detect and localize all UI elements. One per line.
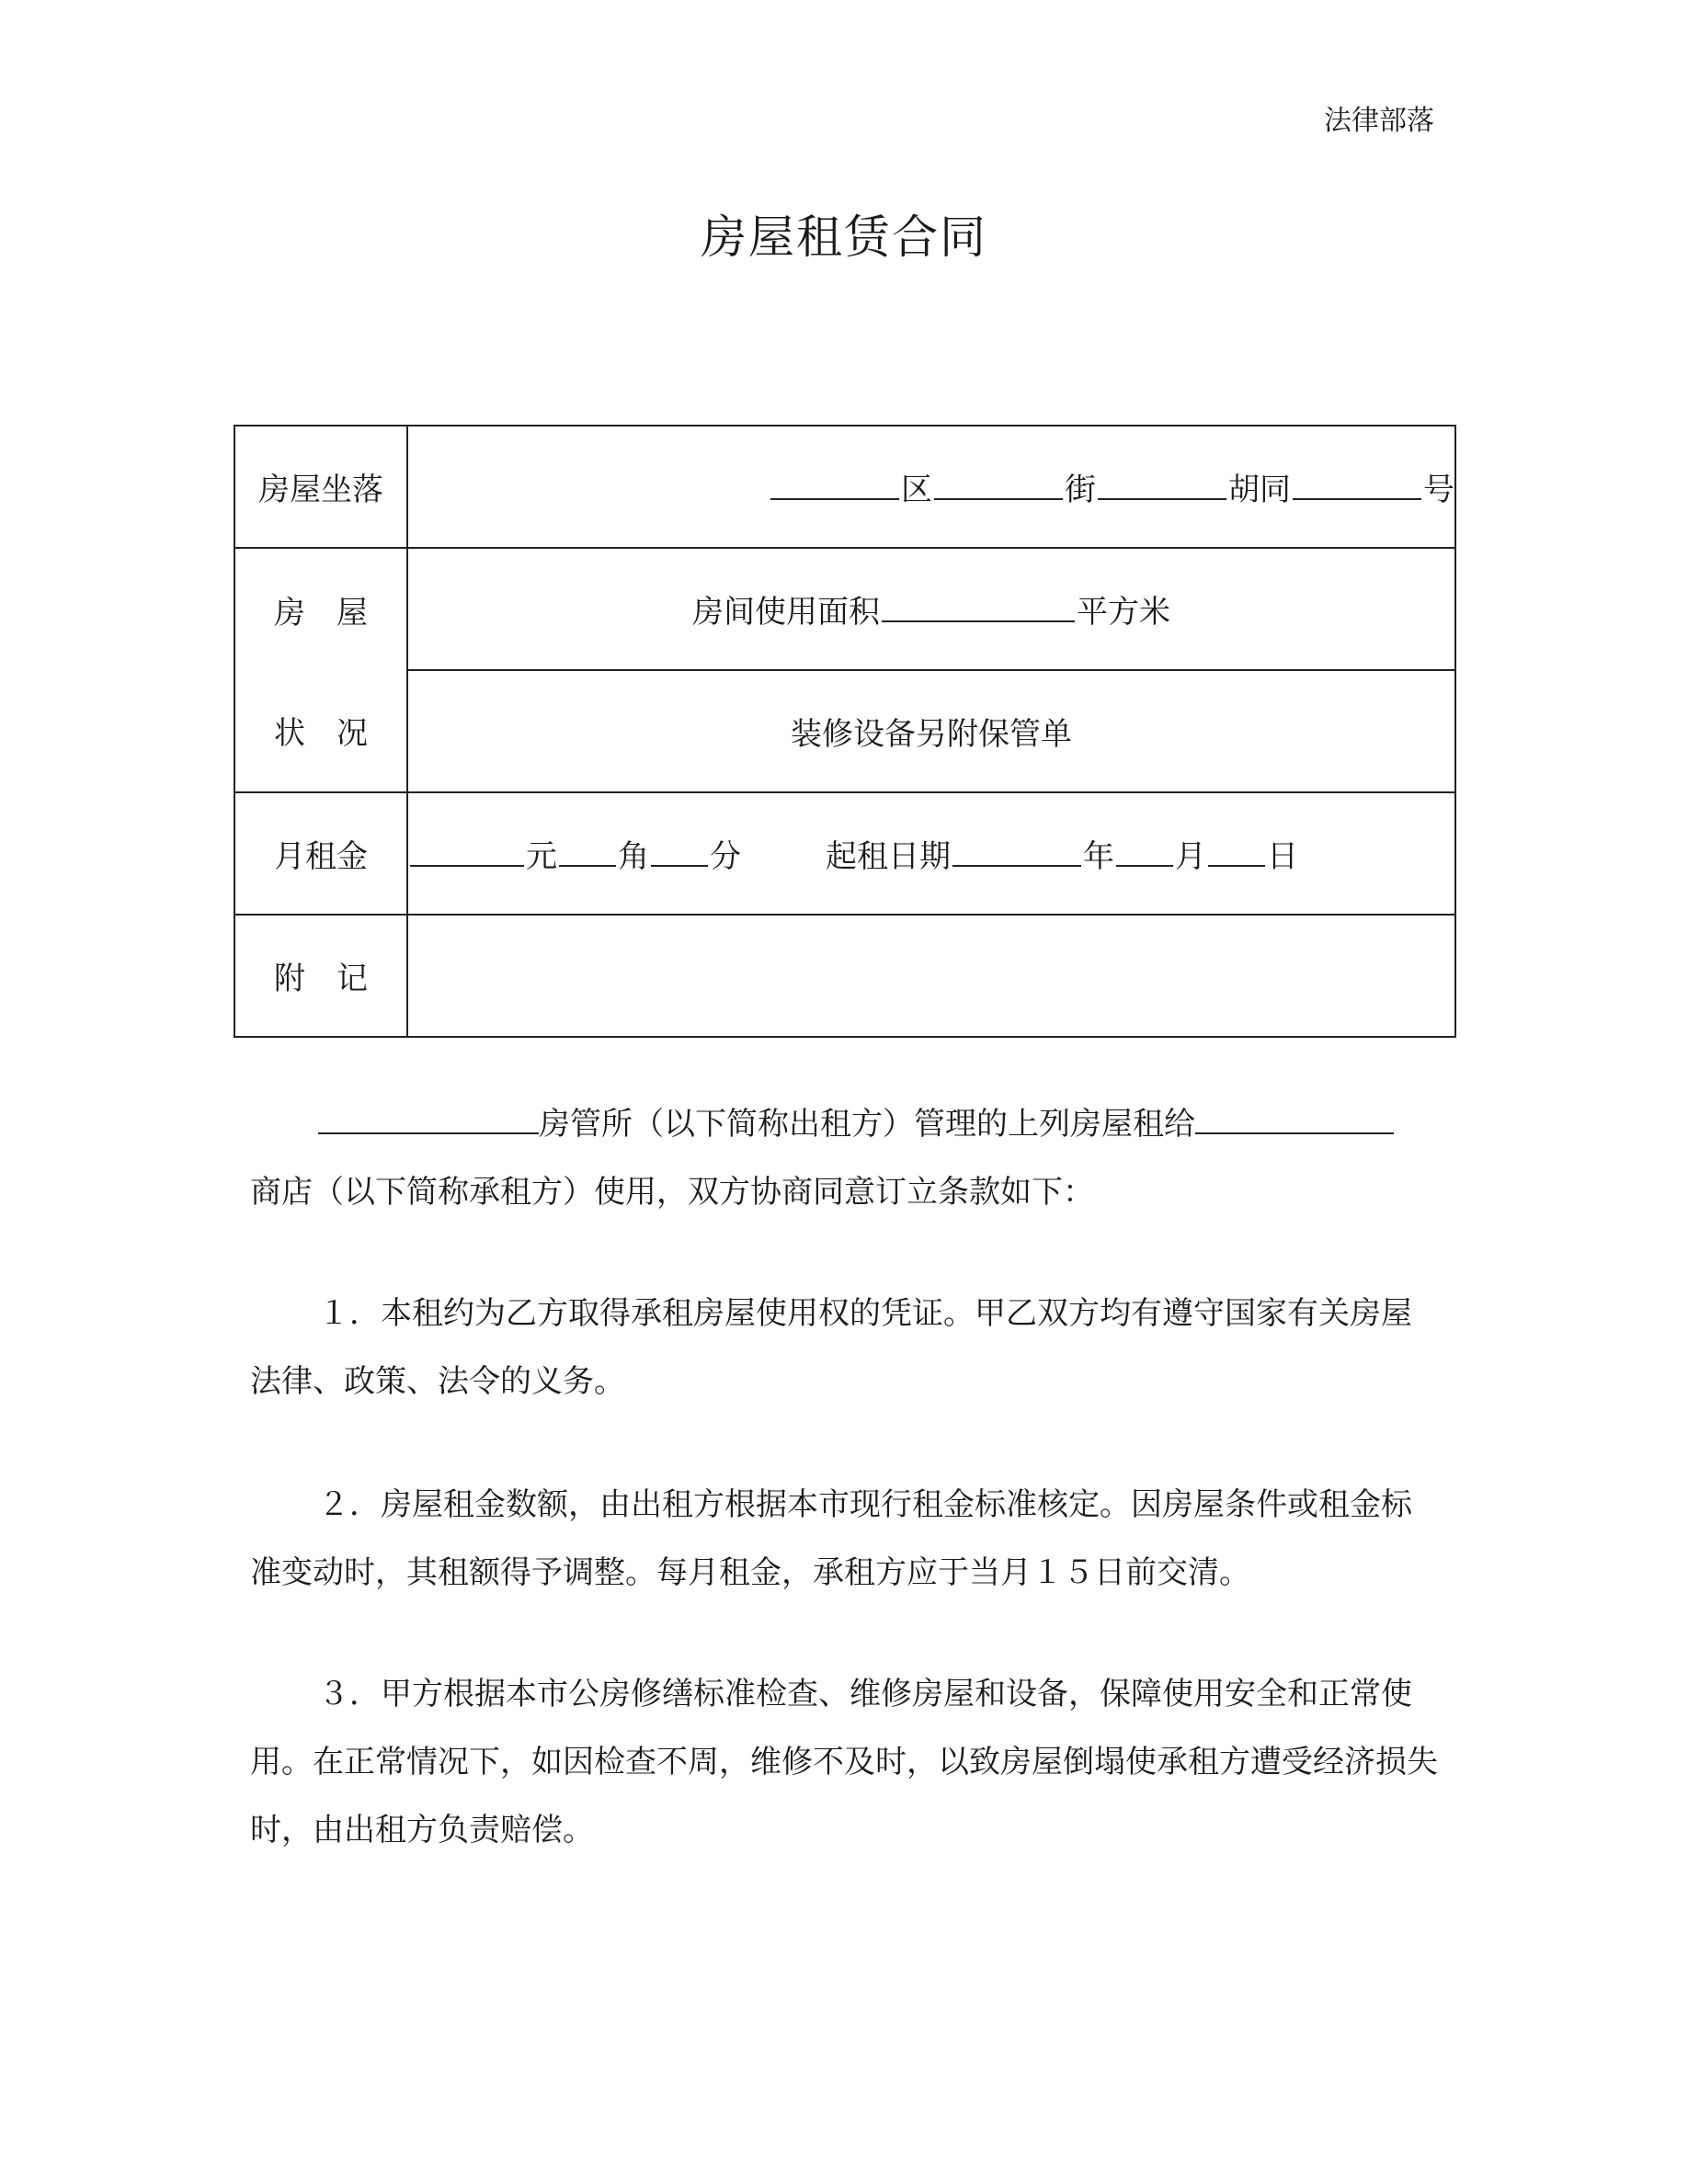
area-row xyxy=(234,548,1455,670)
number-blank[interactable] xyxy=(1293,465,1421,500)
header-tag: 法律部落 xyxy=(1324,105,1434,137)
street-unit: 街 xyxy=(1065,472,1096,508)
clause-2 xyxy=(250,1471,1442,1607)
page-title: 房屋租赁合同 xyxy=(701,210,987,264)
clause-2-text: ２．房屋租金数额，由出租方根据本市现行租金标准核定。因房屋条件或租金标准变动时，其租额得予调整。每月租金，承租方应于当月１５日前交清。 xyxy=(250,1486,1412,1591)
yuan-unit: 元 xyxy=(526,838,557,875)
month-blank[interactable] xyxy=(1116,832,1173,867)
remarks-label: 附 记 xyxy=(234,915,407,1037)
rent-row xyxy=(234,792,1455,915)
day-unit: 日 xyxy=(1267,838,1298,875)
hutong-unit: 胡同 xyxy=(1228,472,1291,508)
location-field xyxy=(407,426,1455,548)
condition-label xyxy=(234,548,407,792)
clause-3-text: ３．甲方根据本市公房修缮标准检查、维修房屋和设备，保障使用安全和正常使用。在正常情况下，如因检查不周，维修不及时，以致房屋倒塌使承租方遭受经济损失时，由出租方负责赔偿。 xyxy=(250,1676,1438,1848)
housing-office-blank[interactable] xyxy=(318,1099,539,1134)
remarks-field[interactable] xyxy=(407,915,1455,1037)
remarks-row xyxy=(234,915,1455,1037)
rent-label: 月租金 xyxy=(234,792,407,915)
start-date-label: 起租日期 xyxy=(826,838,951,875)
property-info-table xyxy=(234,425,1456,1038)
yuan-blank[interactable] xyxy=(410,832,524,867)
decoration-row xyxy=(234,670,1455,792)
condition-label-line1: 房 屋 xyxy=(274,595,368,631)
district-blank[interactable] xyxy=(770,465,899,500)
condition-label-line2: 状 况 xyxy=(274,715,368,752)
number-unit: 号 xyxy=(1423,472,1454,508)
area-unit: 平方米 xyxy=(1077,594,1170,631)
intro-paragraph xyxy=(250,1090,1442,1226)
clause-1 xyxy=(250,1280,1442,1416)
intro-line2: 商店（以下简称承租方）使用，双方协商同意订立条款如下： xyxy=(250,1174,1094,1211)
clause-1-text: １．本租约为乙方取得承租房屋使用权的凭证。甲乙双方均有遵守国家有关房屋法律、政策、法令的义务。 xyxy=(250,1295,1412,1400)
year-unit: 年 xyxy=(1083,838,1114,875)
intro-line1: 房管所（以下简称出租方）管理的上列房屋租给 xyxy=(539,1106,1195,1143)
location-row xyxy=(234,426,1455,548)
area-blank[interactable] xyxy=(882,587,1075,622)
clause-3 xyxy=(250,1660,1442,1864)
rent-field xyxy=(407,792,1455,915)
street-blank[interactable] xyxy=(934,465,1063,500)
lessee-shop-blank[interactable] xyxy=(1195,1099,1394,1134)
fen-unit: 分 xyxy=(710,838,741,875)
location-label: 房屋坐落 xyxy=(234,426,407,548)
decoration-note: 装修设备另附保管单 xyxy=(407,670,1455,792)
fen-blank[interactable] xyxy=(651,832,708,867)
month-unit: 月 xyxy=(1175,838,1206,875)
day-blank[interactable] xyxy=(1208,832,1265,867)
district-unit: 区 xyxy=(901,472,932,508)
year-blank[interactable] xyxy=(952,832,1081,867)
area-prefix: 房间使用面积 xyxy=(692,594,880,631)
area-field xyxy=(407,548,1455,670)
jiao-unit: 角 xyxy=(618,838,649,875)
hutong-blank[interactable] xyxy=(1098,465,1226,500)
jiao-blank[interactable] xyxy=(559,832,616,867)
